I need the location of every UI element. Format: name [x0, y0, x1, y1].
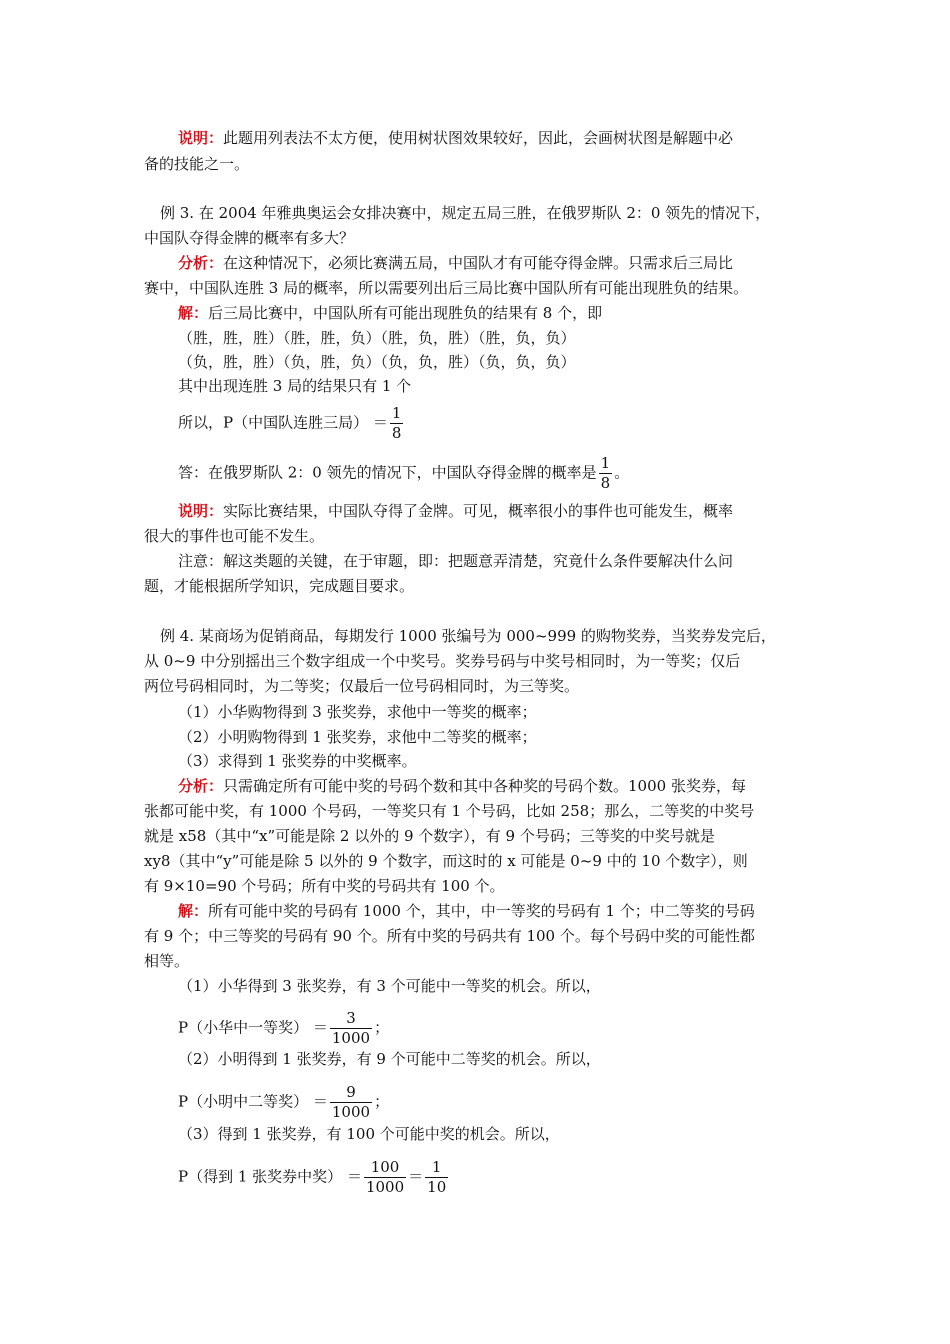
question-text: 中国队夺得金牌的概率有多大？ [144, 229, 355, 247]
result-line [178, 376, 411, 396]
analysis-text: 在这种情况下，必须比赛满五局，中国队才有可能夺得金牌。只需求后三局比 [223, 254, 734, 272]
outcomes-row [178, 352, 576, 372]
example4-question [144, 651, 740, 671]
solution-text: 有 9 个；中三等奖的号码有 90 个。所有中奖的号码共有 100 个。每个号码中奖的可能性都 [144, 927, 755, 945]
fraction-numerator: 3 [346, 1009, 356, 1027]
probability-suffix: ； [374, 1092, 390, 1111]
fraction-numerator: 1 [431, 1158, 442, 1176]
example3-analysis [178, 253, 733, 273]
example3-note [178, 501, 733, 521]
probability-suffix: ； [374, 1018, 390, 1037]
question-text: 例 3. 在 2004 年雅典奥运会女排决赛中，规定五局三胜，在俄罗斯队 2：0 领先的情况下， [160, 204, 771, 222]
question-text: 例 4. 某商场为促销商品，每期发行 1000 张编号为 000~999 的购物奖券，当奖券发完后， [160, 627, 776, 645]
note-label: 说明： [178, 502, 224, 520]
note-line [144, 154, 249, 174]
analysis-label: 分析： [178, 777, 224, 795]
probability-prefix: P（小华中一等奖） ＝ [178, 1018, 328, 1037]
attention-text: 注意：解这类题的关键，在于审题，即：把题意弄清楚，究竟什么条件要解决什么问 [178, 552, 734, 570]
outcomes-text: （胜，胜，胜）（胜，胜，负）（胜，负，胜）（胜，负，负） [178, 329, 576, 347]
solution-text: 所有可能中奖的号码有 1000 个，其中，中一等奖的号码有 1 个；中二等奖的号码 [208, 902, 755, 920]
example3-question [144, 228, 354, 248]
example4-analysis [144, 851, 748, 871]
probability-prefix: 所以，P（中国队连胜三局） ＝ [178, 413, 388, 432]
fraction [425, 1158, 448, 1197]
question-text: 从 0~9 中分别摇出三个数字组成一个中奖号。奖券号码与中奖号相同时，为一等奖；仅后 [144, 652, 741, 670]
note-label: 说明： [178, 129, 224, 147]
probability-line [178, 404, 405, 443]
fraction-denominator: 1000 [365, 1178, 405, 1196]
attention-line [178, 551, 733, 571]
solution-text: 后三局比赛中，中国队所有可能出现胜负的结果有 8 个，即 [208, 304, 603, 322]
fraction [599, 454, 613, 493]
subquestion-text: （1）小华购物得到 3 张奖券，求他中一等奖的概率； [178, 703, 537, 721]
analysis-text: 张都可能中奖，有 1000 个号码，一等奖只有 1 个号码，比如 258；那么，二等奖的中奖号 [144, 802, 755, 820]
fraction-denominator: 10 [427, 1178, 447, 1196]
result-text: 其中出现连胜 3 局的结果只有 1 个 [178, 377, 412, 395]
fraction-numerator: 9 [346, 1083, 356, 1101]
part-text: （3）得到 1 张奖券，有 100 个可能中奖的机会。所以， [178, 1125, 560, 1143]
subquestion [178, 751, 417, 771]
part-line [178, 1124, 560, 1144]
fraction-numerator: 100 [370, 1158, 400, 1176]
fraction-denominator: 8 [391, 424, 402, 442]
example4-analysis [144, 801, 754, 821]
probability-line [178, 1083, 389, 1122]
analysis-label: 分析： [178, 254, 224, 272]
probability-prefix: P（得到 1 张奖券中奖） ＝ [178, 1167, 362, 1186]
attention-text: 题，才能根据所学知识，完成题目要求。 [144, 577, 415, 595]
note-text: 备的技能之一。 [144, 155, 250, 173]
probability-line [178, 1158, 450, 1197]
example4-solution [178, 901, 755, 921]
answer-suffix: 。 [614, 463, 630, 482]
note-text: 很大的事件也可能不发生。 [144, 527, 325, 545]
analysis-text: 有 9×10=90 个号码；所有中奖的号码共有 100 个。 [144, 877, 505, 895]
note-text: 实际比赛结果，中国队夺得了金牌。可见，概率很小的事件也可能发生，概率 [223, 502, 734, 520]
example4-question [144, 676, 579, 696]
fraction-denominator: 1000 [331, 1103, 371, 1121]
attention-line [144, 576, 414, 596]
example4-question [160, 626, 776, 646]
answer-text: 答：在俄罗斯队 2：0 领先的情况下，中国队夺得金牌的概率是 [178, 463, 597, 482]
solution-label: 解： [178, 902, 209, 920]
note-line [178, 128, 733, 148]
part-line [178, 1049, 601, 1069]
solution-label: 解： [178, 304, 209, 322]
part-text: （2）小明得到 1 张奖券，有 9 个可能中二等奖的机会。所以， [178, 1050, 601, 1068]
example4-solution [144, 951, 189, 971]
probability-prefix: P（小明中二等奖） ＝ [178, 1092, 328, 1111]
example4-analysis [144, 876, 505, 896]
equals-sign: ＝ [408, 1167, 424, 1186]
analysis-text: 就是 x58（其中“x”可能是除 2 以外的 9 个数字），有 9 个号码；三等奖的中奖号就是 [144, 827, 715, 845]
outcomes-row [178, 328, 576, 348]
outcomes-text: （负，胜，胜）（负，胜，负）（负，负，胜）（负，负，负） [178, 353, 576, 371]
example4-analysis [178, 776, 746, 796]
example4-analysis [144, 826, 715, 846]
answer-line [178, 454, 629, 493]
example4-solution [144, 926, 755, 946]
fraction-numerator: 1 [600, 454, 611, 472]
fraction [390, 404, 404, 443]
fraction-denominator: 8 [600, 474, 611, 492]
fraction-denominator: 1000 [331, 1029, 371, 1047]
example3-note [144, 526, 324, 546]
question-text: 两位号码相同时，为二等奖；仅最后一位号码相同时，为三等奖。 [144, 677, 580, 695]
example3-solution [178, 303, 602, 323]
example3-question [160, 203, 770, 223]
subquestion-text: （3）求得到 1 张奖券的中奖概率。 [178, 752, 417, 770]
subquestion [178, 702, 537, 722]
part-text: （1）小华得到 3 张奖券，有 3 个可能中一等奖的机会。所以， [178, 977, 601, 995]
solution-text: 相等。 [144, 952, 190, 970]
fraction [330, 1083, 372, 1122]
analysis-text: 只需确定所有可能中奖的号码个数和其中各种奖的号码个数。1000 张奖券，每 [223, 777, 746, 795]
analysis-text: 赛中，中国队连胜 3 局的概率，所以需要列出后三局比赛中国队所有可能出现胜负的结果。 [144, 279, 749, 297]
fraction-numerator: 1 [391, 404, 402, 422]
note-text: 此题用列表法不太方便，使用树状图效果较好，因此，会画树状图是解题中必 [223, 129, 734, 147]
fraction [364, 1158, 406, 1197]
subquestion [178, 727, 537, 747]
subquestion-text: （2）小明购物得到 1 张奖券，求他中二等奖的概率； [178, 728, 537, 746]
analysis-text: xy8（其中“y”可能是除 5 以外的 9 个数字，而这时的 x 可能是 0~9 中的 10 个数字），则 [144, 852, 748, 870]
fraction [330, 1009, 372, 1048]
part-line [178, 976, 601, 996]
probability-line [178, 1009, 389, 1048]
example3-analysis [144, 278, 748, 298]
